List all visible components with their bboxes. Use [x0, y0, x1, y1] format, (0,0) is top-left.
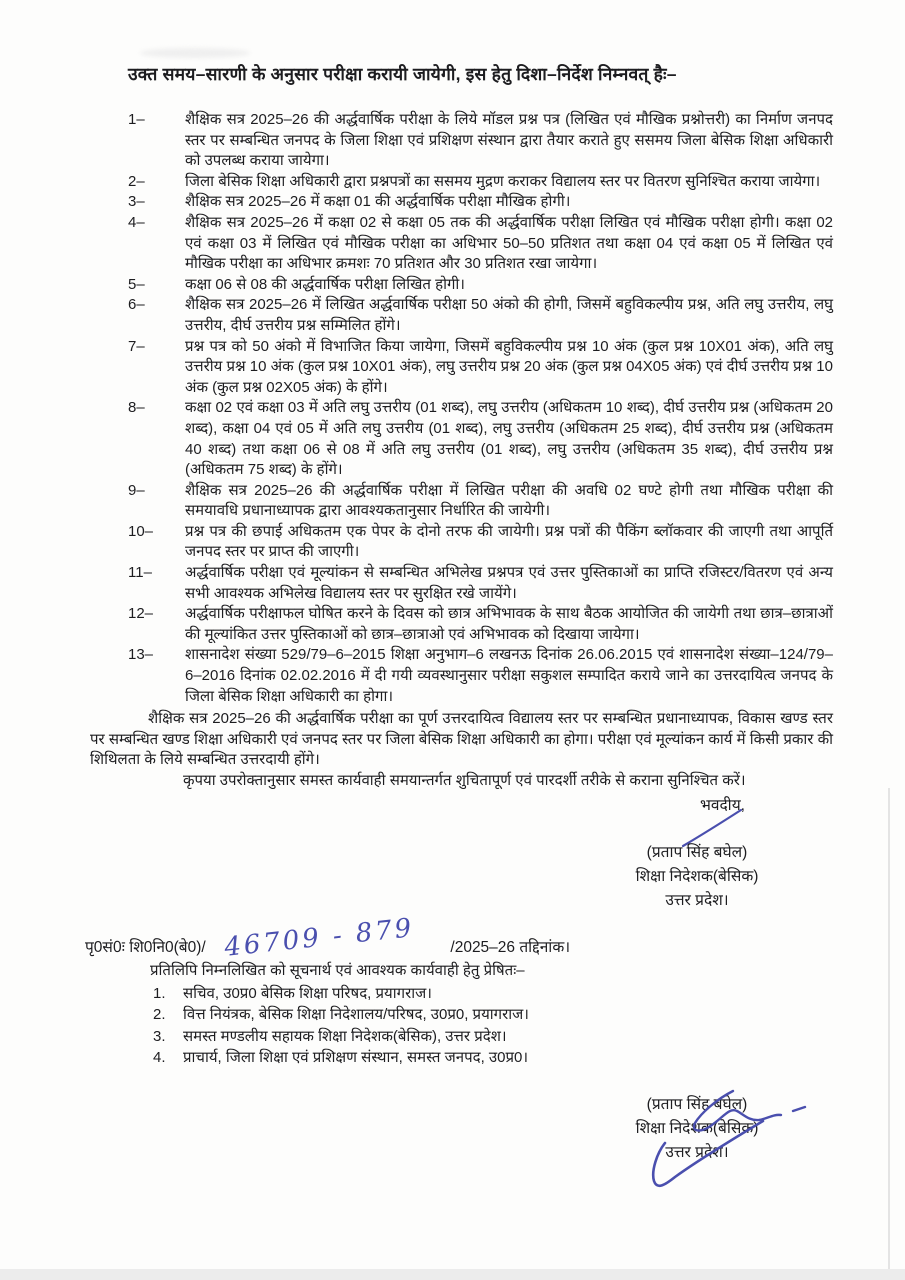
recipient-number: 1. — [153, 984, 166, 1002]
signatory-designation: शिक्षा निदेशक(बेसिक) — [635, 1119, 759, 1137]
directive-list — [128, 110, 833, 707]
reference-prefix: पृ0सं0ः शि0नि0(बे0)/ — [85, 938, 206, 956]
recipient-text: सचिव, उ0प्र0 बेसिक शिक्षा परिषद, प्रयागराज। — [183, 984, 432, 1002]
directive-item — [128, 522, 833, 563]
copy-note: प्रतिलिपि निम्नलिखित को सूचनार्थ एवं आवश्यक कार्यवाही हेतु प्रेषितः– — [150, 961, 525, 979]
recipient-list — [153, 983, 833, 1069]
directive-item — [128, 604, 833, 645]
directive-number: 4– — [128, 213, 145, 231]
recipient-number: 2. — [153, 1006, 166, 1024]
recipient-number: 3. — [153, 1027, 166, 1045]
directive-number: 9– — [128, 481, 145, 499]
valediction — [128, 793, 745, 815]
signatory-name: (प्रताप सिंह बघेल) — [646, 1095, 748, 1113]
directive-number: 5– — [128, 275, 145, 293]
directive-item — [128, 337, 833, 399]
recipient-item — [153, 1026, 833, 1048]
directive-item — [128, 481, 833, 522]
signatory-designation: शिक्षा निदेशक(बेसिक) — [635, 867, 759, 885]
directive-text: कक्षा 02 एवं कक्षा 03 में अति लघु उत्तरीय (01 शब्द), लघु उत्तरीय (अधिकतम 10 शब्द), दीर्घ उत्तरीय प्रश्न (अधिकतम 20 शब्द), कक्षा 04 एवं 05 में अति लघु उत्तरीय (01 शब्द), लघु उत्तरीय (अधिकतम 25 शब्द), दीर्घ उत्तरीय प्रश्न (अधिकतम 40 शब्द) तथा कक्षा 06 से 08 में अति लघु उत्तरीय (01 शब्द), लघु उत्तरीय (अधिकतम 35 शब्द), दीर्घ उत्तरीय प्रश्न (अधिकतम 75 शब्द) के होंगे। — [185, 399, 833, 479]
letter-heading: उक्त समय–सारणी के अनुसार परीक्षा करायी जायेगी, इस हेतु दिशा–निर्देश निम्नवत् हैः– — [128, 64, 677, 84]
closing-paragraphs — [90, 709, 833, 791]
directive-text: शैक्षिक सत्र 2025–26 में कक्षा 02 से कक्षा 05 तक की अर्द्धवार्षिक परीक्षा लिखित एवं मौखिक परीक्षा होगी। कक्षा 02 एवं कक्षा 03 में लिखित एवं मौखिक परीक्षा का अधिभार 50–50 प्रतिशत तथा कक्षा 04 एवं कक्षा 05 में लिखित एवं मौखिक परीक्षा का अधिभार क्रमशः 70 प्रतिशत और 30 प्रतिशत रखा जायेगा। — [185, 213, 833, 273]
directive-text: शैक्षिक सत्र 2025–26 की अर्द्धवार्षिक परीक्षा में लिखित परीक्षा की अवधि 02 घण्टे होगी तथा मौखिक परीक्षा की समयावधि प्रधानाध्यापक द्वारा आवश्यकतानुसार निर्धारित की जायेगी। — [185, 481, 833, 520]
directive-item — [128, 275, 833, 296]
directive-number: 13– — [128, 646, 154, 664]
directive-number: 8– — [128, 399, 145, 417]
responsibility-paragraph: शैक्षिक सत्र 2025–26 की अर्द्धवार्षिक परीक्षा का पूर्ण उत्तरदायित्व विद्यालय स्तर पर सम्बन्धित प्रधानाध्यापक, विकास खण्ड स्तर पर सम्बन्धित खण्ड शिक्षा अधिकारी एवं जनपद स्तर पर जिला बेसिक शिक्षा अधिकारी का होगा। परीक्षा एवं मूल्यांकन कार्य में किसी प्रकार की शिथिलता के लिये सम्बन्धित उत्तरदायी होंगे। — [90, 710, 833, 769]
directive-text: अर्द्धवार्षिक परीक्षा एवं मूल्यांकन से सम्बन्धित अभिलेख प्रश्नपत्र एवं उत्तर पुस्तिकाओं का प्राप्ति रजिस्टर/वितरण एवं अन्य सभी आवश्यक अभिलेख विद्यालय स्तर पर सुरक्षित रखे जायेंगे। — [185, 564, 833, 602]
directive-item — [128, 172, 833, 193]
reference-line — [85, 912, 833, 963]
directive-item — [128, 563, 833, 604]
directive-item — [128, 192, 833, 213]
recipient-item — [153, 1004, 833, 1026]
recipient-text: प्राचार्य, जिला शिक्षा एवं प्रशिक्षण संस्थान, समस्त जनपद, उ0प्र0। — [183, 1049, 529, 1067]
directive-text: अर्द्धवार्षिक परीक्षाफल घोषित करने के दिवस को छात्र अभिभावक के साथ बैठक आयोजित की जायेगी तथा छात्र–छात्राओं की मूल्यांकित उत्तर पुस्तिकाओं को छात्र–छात्राओ एवं अभिभावक को दिखाया जायेगा। — [185, 605, 833, 643]
signatory-name: (प्रताप सिंह बघेल) — [646, 843, 748, 861]
directive-number: 11– — [128, 564, 152, 582]
directive-text: शैक्षिक सत्र 2025–26 की अर्द्धवार्षिक परीक्षा के लिये मॉडल प्रश्न पत्र (लिखित एवं मौखिक प्रश्नोत्तरी) का निर्माण जनपद स्तर पर सम्बन्धित जनपद के जिला शिक्षा एवं प्रशिक्षण संस्थान द्वारा तैयार कराते हुए ससमय जिला बेसिक शिक्षा अधिकारी को उपलब्ध कराया जायेगा। — [185, 111, 833, 170]
directive-number: 6– — [128, 296, 145, 314]
directive-number: 12– — [128, 605, 154, 623]
directive-item — [128, 110, 833, 172]
reference-suffix: /2025–26 तद्दिनांक। — [450, 938, 571, 956]
scan-edge-artifact — [888, 788, 890, 1280]
recipient-item — [153, 1047, 833, 1069]
signature-block-bottom — [591, 1093, 803, 1165]
recipient-item — [153, 983, 833, 1005]
directive-text: कक्षा 06 से 08 की अर्द्धवार्षिक परीक्षा लिखित होगी। — [185, 275, 465, 293]
directive-number: 7– — [128, 337, 145, 355]
directive-number: 10– — [128, 522, 154, 540]
directive-text: शासनादेश संख्या 529/79–6–2015 शिक्षा अनुभाग–6 लखनऊ दिनांक 26.06.2015 एवं शासनादेश संख्या–124/79–6–2016 दिनांक 02.02.2016 में दी गयी व्यवस्थानुसार परीक्षा सकुशल सम्पादित कराये जाने का उत्तरदायित्व जनपद के जिला बेसिक शिक्षा अधिकारी का होगा। — [185, 646, 833, 705]
directive-number: 3– — [128, 193, 145, 211]
valediction-text: भवदीय, — [699, 796, 745, 814]
scan-bottom-edge-artifact — [0, 1269, 905, 1280]
request-paragraph: कृपया उपरोक्तानुसार समस्त कार्यवाही समयान्तर्गत शुचितापूर्ण एवं पारदर्शी तरीके से कराना सुनिश्चित करें। — [183, 772, 746, 789]
directive-text: शैक्षिक सत्र 2025–26 में लिखित अर्द्धवार्षिक परीक्षा 50 अंको की होगी, जिसमें बहुविकल्पीय प्रश्न, अति लघु उत्तरीय, लघु उत्तरीय, दीर्घ उत्तरीय प्रश्न सम्मिलित होंगे। — [185, 296, 833, 334]
recipient-number: 4. — [153, 1049, 166, 1067]
signatory-place: उत्तर प्रदेश। — [665, 1143, 729, 1161]
directive-number: 2– — [128, 172, 145, 190]
directive-text: शैक्षिक सत्र 2025–26 में कक्षा 01 की अर्द्धवार्षिक परीक्षा मौखिक होगी। — [185, 193, 571, 211]
directive-item — [128, 645, 833, 707]
directive-item — [128, 213, 833, 275]
recipient-text: समस्त मण्डलीय सहायक शिक्षा निदेशक(बेसिक), उत्तर प्रदेश। — [183, 1027, 507, 1045]
recipient-text: वित्त नियंत्रक, बेसिक शिक्षा निदेशालय/परिषद, उ0प्र0, प्रयागराज। — [183, 1006, 529, 1024]
directive-text: जिला बेसिक शिक्षा अधिकारी द्वारा प्रश्नपत्रों का ससमय मुद्रण कराकर विद्यालय स्तर पर वितरण सुनिश्चित कराया जायेगा। — [185, 172, 821, 190]
directive-number: 1– — [128, 111, 145, 128]
directive-text: प्रश्न पत्र को 50 अंको में विभाजित किया जायेगा, जिसमें बहुविकल्पीय प्रश्न 10 अंक (कुल प्रश्न 10X01 अंक), अति लघु उत्तरीय प्रश्न 10 अंक (कुल प्रश्न 10X01 अंक), लघु उत्तरीय प्रश्न 20 अंक (कुल प्रश्न 04X05 अंक) एवं दीर्घ उत्तरीय प्रश्न 10 अंक (कुल प्रश्न 02X05 अंक) के होंगे। — [185, 337, 833, 396]
directive-text: प्रश्न पत्र की छपाई अधिकतम एक पेपर के दोनो तरफ की जायेगी। प्रश्न पत्रों की पैकिंग ब्लॉकवार की जाएगी तथा आपूर्ति जनपद स्तर पर प्राप्त की जाएगी। — [185, 522, 833, 561]
signatory-place: उत्तर प्रदेश। — [665, 891, 729, 909]
directive-item — [128, 398, 833, 480]
signature-block-top — [591, 841, 803, 913]
directive-item — [128, 295, 833, 336]
handwritten-dispatch-number: 46709 - 879 — [222, 912, 416, 963]
